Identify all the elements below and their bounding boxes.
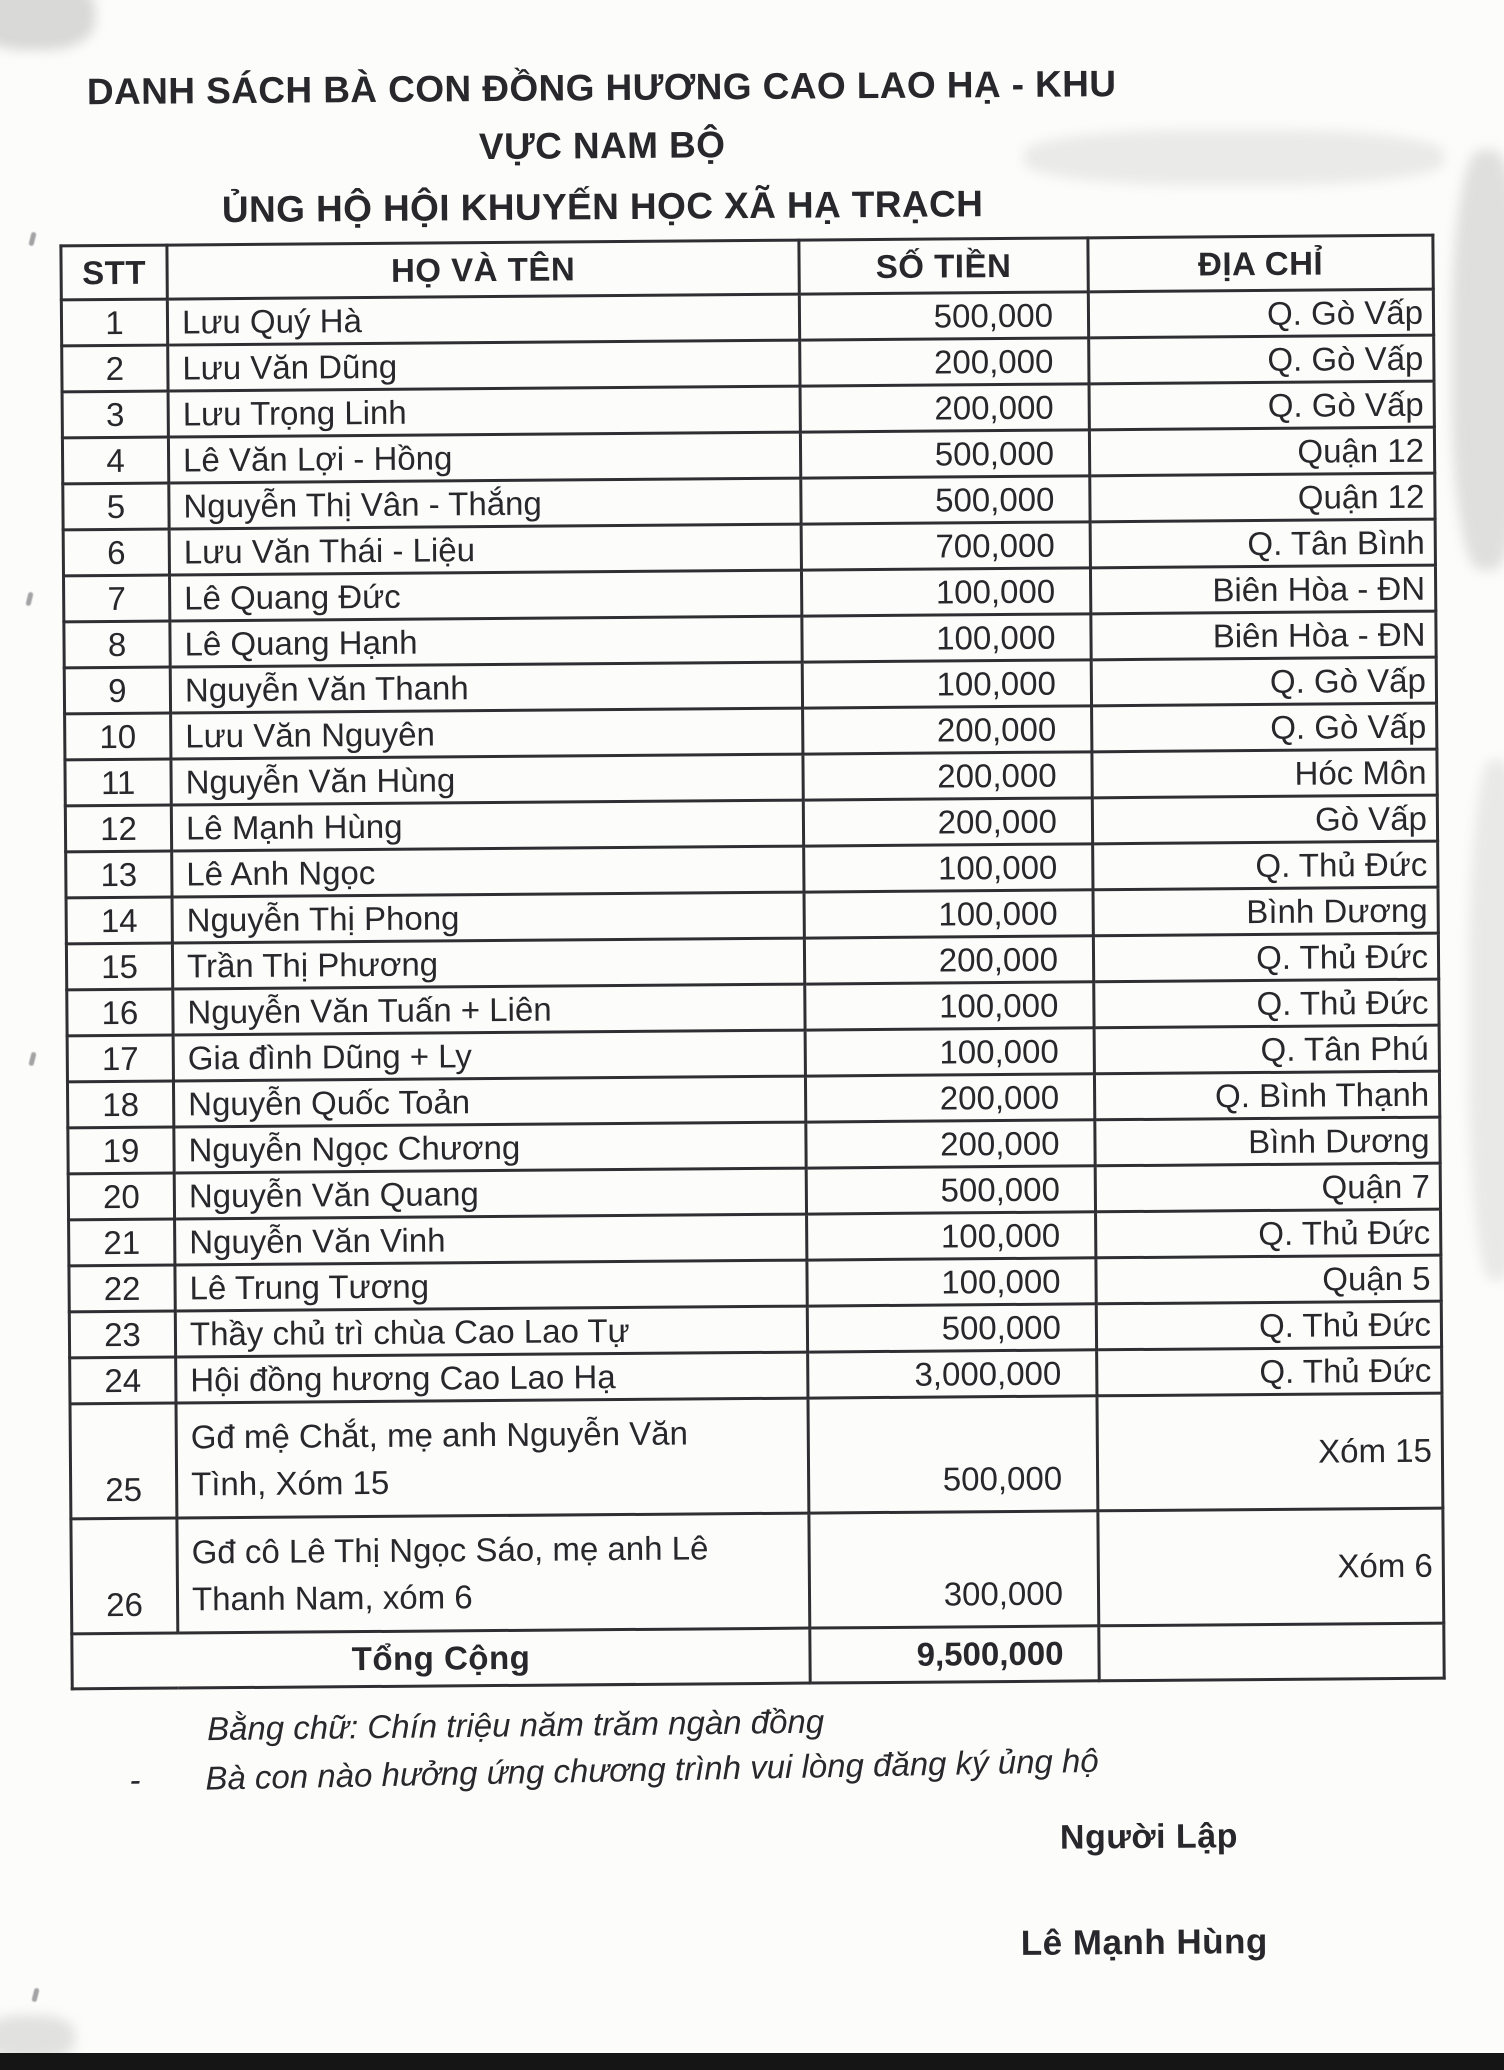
- name-cell: Nguyễn Ngọc Chương: [174, 1122, 806, 1173]
- address-cell: Q. Bình Thạnh: [1094, 1071, 1439, 1120]
- address-cell: Q. Gò Vấp: [1091, 657, 1436, 706]
- address-cell: Xóm 15: [1097, 1393, 1443, 1511]
- address-cell: Q. Thủ Đức: [1093, 933, 1438, 982]
- amount-cell: 100,000: [805, 982, 1094, 1030]
- amount-cell: 200,000: [806, 1120, 1095, 1168]
- name-cell: Lưu Văn Dũng: [168, 340, 800, 391]
- amount-cell: 700,000: [801, 522, 1090, 570]
- amount-cell: 100,000: [804, 890, 1093, 938]
- name-cell: Hội đồng hương Cao Lao Hạ: [176, 1352, 808, 1403]
- amount-cell: 500,000: [800, 430, 1089, 478]
- address-cell: Xóm 6: [1098, 1508, 1444, 1626]
- amount-cell: 100,000: [807, 1258, 1096, 1306]
- address-cell: Q. Thủ Đức: [1096, 1301, 1441, 1350]
- total-address-empty: [1099, 1623, 1444, 1681]
- total-amount: 9,500,000: [810, 1626, 1099, 1683]
- amount-cell: 100,000: [802, 660, 1091, 708]
- name-cell: Nguyễn Văn Quang: [174, 1168, 806, 1219]
- stt-cell: 1: [61, 299, 167, 346]
- title-line-1: DANH SÁCH BÀ CON ĐỒNG HƯƠNG CAO LAO HẠ - KHU: [86, 63, 1117, 113]
- amount-cell: 500,000: [801, 476, 1090, 524]
- address-cell: Q. Gò Vấp: [1089, 335, 1434, 384]
- amount-cell: 500,000: [799, 292, 1088, 340]
- amount-cell: 200,000: [800, 384, 1089, 432]
- stt-cell: 11: [65, 759, 171, 806]
- address-cell: Biên Hòa - ĐN: [1090, 565, 1435, 614]
- name-cell: Nguyễn Văn Tuấn + Liên: [173, 984, 805, 1035]
- amount-cell: 3,000,000: [808, 1350, 1097, 1398]
- stt-cell: 15: [66, 943, 172, 990]
- stt-cell: 6: [63, 529, 169, 576]
- name-cell: Lưu Trọng Linh: [168, 386, 800, 437]
- name-cell: Lê Trung Tương: [175, 1260, 807, 1311]
- name-cell: Nguyễn Văn Vinh: [175, 1214, 807, 1265]
- address-cell: Quận 7: [1095, 1163, 1440, 1212]
- amount-cell: 300,000: [809, 1511, 1099, 1628]
- donation-table: [59, 234, 1445, 1691]
- stt-cell: 17: [67, 1035, 173, 1082]
- name-cell: Nguyễn Quốc Toản: [173, 1076, 805, 1127]
- address-cell: Quận 5: [1096, 1255, 1441, 1304]
- amount-cell: 100,000: [805, 1028, 1094, 1076]
- amount-cell: 200,000: [803, 706, 1092, 754]
- amount-cell: 200,000: [800, 338, 1089, 386]
- stt-cell: 21: [69, 1219, 175, 1266]
- stt-cell: 5: [63, 483, 169, 530]
- stt-cell: 24: [70, 1357, 176, 1404]
- header-amount: SỐ TIỀN: [799, 238, 1088, 294]
- address-cell: Q. Thủ Đức: [1093, 841, 1438, 890]
- address-cell: Q. Tân Phú: [1094, 1025, 1439, 1074]
- name-cell: Lê Quang Đức: [169, 570, 801, 621]
- name-cell: Thầy chủ trì chùa Cao Lao Tự: [175, 1306, 807, 1357]
- stt-cell: 10: [65, 713, 171, 760]
- prepared-by-label: Người Lập: [1059, 1817, 1239, 1857]
- name-cell: Nguyễn Văn Hùng: [171, 754, 803, 805]
- document-footer: [71, 1697, 1504, 1971]
- name-cell: Gđ mệ Chắt, mẹ anh Nguyễn Văn Tình, Xóm 15: [176, 1398, 809, 1518]
- address-cell: Q. Thủ Đức: [1097, 1347, 1442, 1396]
- prepared-by-name: Lê Mạnh Hùng: [1020, 1922, 1269, 1964]
- amount-cell: 100,000: [804, 844, 1093, 892]
- total-row: [72, 1623, 1444, 1689]
- stt-cell: 3: [62, 391, 168, 438]
- amount-cell: 200,000: [803, 798, 1092, 846]
- name-cell: Trần Thị Phương: [172, 938, 804, 989]
- address-cell: Q. Thủ Đức: [1094, 979, 1439, 1028]
- address-cell: Quận 12: [1090, 473, 1435, 522]
- document-title: [0, 0, 1210, 241]
- table-row: [71, 1508, 1444, 1634]
- address-cell: Bình Dương: [1093, 887, 1438, 936]
- title-line-3: ỦNG HỘ HỘI KHUYẾN HỌC XÃ HẠ TRẠCH: [221, 183, 984, 231]
- name-cell: Lê Anh Ngọc: [172, 846, 804, 897]
- address-cell: Q. Gò Vấp: [1089, 381, 1434, 430]
- table-row: [70, 1393, 1443, 1519]
- stt-cell: 22: [69, 1265, 175, 1312]
- amount-cell: 200,000: [804, 936, 1093, 984]
- stt-cell: 4: [62, 437, 168, 484]
- note-text: Bà con nào hưởng ứng chương trình vui lòng đăng ký ủng hộ: [205, 1742, 1100, 1798]
- amount-cell: 500,000: [808, 1396, 1098, 1513]
- stt-cell: 7: [64, 575, 170, 622]
- name-cell: Nguyễn Thị Phong: [172, 892, 804, 943]
- amount-cell: 500,000: [806, 1166, 1095, 1214]
- stt-cell: 23: [69, 1311, 175, 1358]
- address-cell: Gò Vấp: [1092, 795, 1437, 844]
- header-stt: STT: [61, 245, 167, 300]
- name-cell: Nguyễn Văn Thanh: [170, 662, 802, 713]
- table-body: [61, 289, 1443, 1634]
- title-line-2: VỰC NAM BỘ: [478, 124, 726, 168]
- name-cell: Gia đình Dũng + Ly: [173, 1030, 805, 1081]
- address-cell: Biên Hòa - ĐN: [1091, 611, 1436, 660]
- name-cell: Nguyễn Thị Vân - Thắng: [169, 478, 801, 529]
- address-cell: Q. Gò Vấp: [1088, 289, 1433, 338]
- stt-cell: 14: [66, 897, 172, 944]
- name-cell: Lê Văn Lợi - Hồng: [168, 432, 800, 483]
- stt-cell: 13: [66, 851, 172, 898]
- amount-in-words: Bằng chữ: Chín triệu năm trăm ngàn đồng: [206, 1702, 825, 1748]
- stt-cell: 20: [68, 1173, 174, 1220]
- amount-cell: 100,000: [801, 568, 1090, 616]
- name-cell: Lưu Văn Thái - Liệu: [169, 524, 801, 575]
- header-name: HỌ VÀ TÊN: [167, 240, 799, 299]
- stt-cell: 2: [62, 345, 168, 392]
- amount-cell: 100,000: [807, 1212, 1096, 1260]
- stt-cell: 16: [67, 989, 173, 1036]
- stt-cell: 9: [64, 667, 170, 714]
- header-address: ĐỊA CHỈ: [1088, 235, 1433, 292]
- stt-cell: 12: [65, 805, 171, 852]
- amount-cell: 500,000: [807, 1304, 1096, 1352]
- stt-cell: 19: [68, 1127, 174, 1174]
- name-cell: Gđ cô Lê Thị Ngọc Sáo, mẹ anh Lê Thanh Nam, xóm 6: [177, 1513, 810, 1633]
- address-cell: Bình Dương: [1095, 1117, 1440, 1166]
- stt-cell: 26: [71, 1518, 178, 1634]
- stt-cell: 8: [64, 621, 170, 668]
- amount-cell: 200,000: [805, 1074, 1094, 1122]
- address-cell: Hóc Môn: [1092, 749, 1437, 798]
- address-cell: Q. Thủ Đức: [1096, 1209, 1441, 1258]
- name-cell: Lê Quang Hạnh: [170, 616, 802, 667]
- note-dash: -: [129, 1761, 141, 1799]
- address-cell: Q. Gò Vấp: [1092, 703, 1437, 752]
- amount-cell: 200,000: [803, 752, 1092, 800]
- amount-cell: 100,000: [802, 614, 1091, 662]
- name-cell: Lưu Văn Nguyên: [171, 708, 803, 759]
- address-cell: Q. Tân Bình: [1090, 519, 1435, 568]
- stt-cell: 18: [67, 1081, 173, 1128]
- stt-cell: 25: [70, 1403, 177, 1519]
- address-cell: Quận 12: [1089, 427, 1434, 476]
- total-label: Tổng Cộng: [72, 1628, 810, 1689]
- name-cell: Lưu Quý Hà: [167, 294, 799, 345]
- name-cell: Lê Mạnh Hùng: [171, 800, 803, 851]
